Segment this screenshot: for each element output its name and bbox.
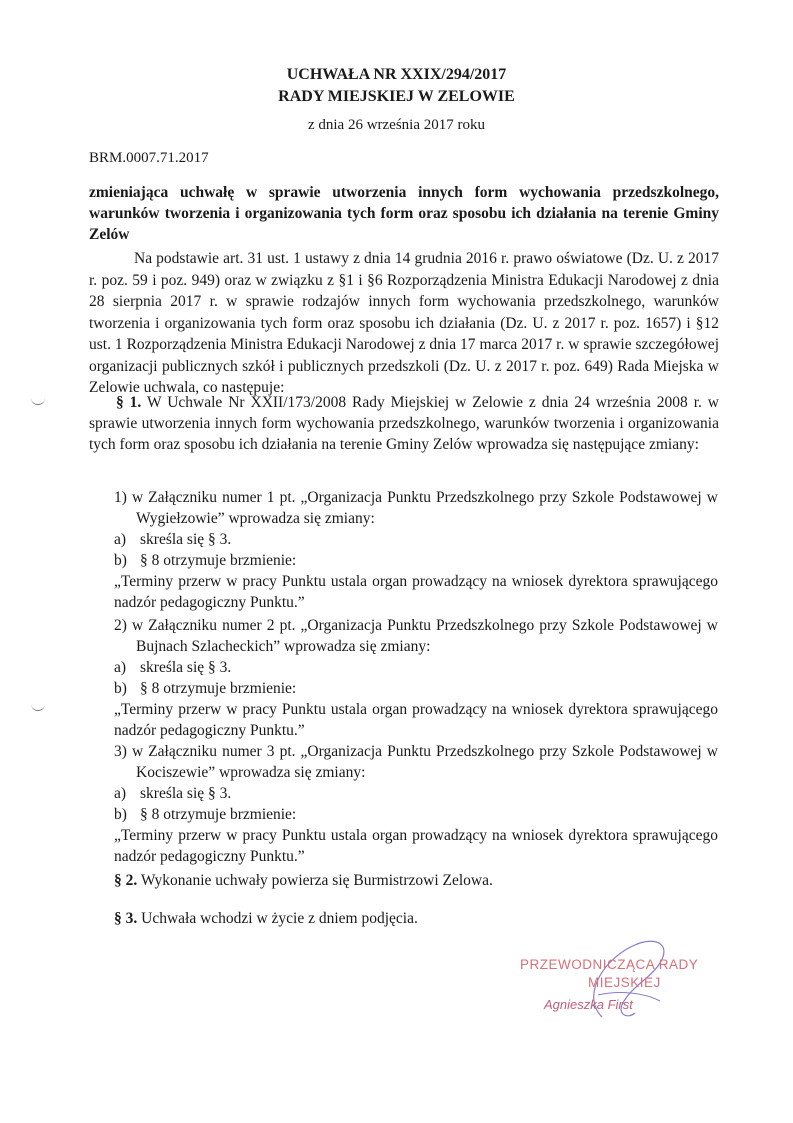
amendment-quote: „Terminy przerw w pracy Punktu ustala organ prowadzący na wniosek dyrektora sprawującego nadzór pedagogiczny Punktu.” xyxy=(114,827,718,865)
amendment-item-head: 3) w Załączniku numer 3 pt. „Organizacja Punktu Przedszkolnego przy Szkole Podstawowej w Kociszewie” wprowadza się zmiany: xyxy=(114,743,718,781)
stamp-signatory-name: Agnieszka First xyxy=(544,997,633,1012)
legal-basis-preamble: Na podstawie art. 31 ust. 1 ustawy z dnia 14 grudnia 2016 r. prawo oświatowe (Dz. U. z 2017 r. poz. 59 i poz. 949) oraz w związku z §1 i §6 Rozporządzenia Ministra Edukacji Narodowej z dnia 28 sierpnia 2017 r. w sprawie rodzajów innych form wychowania przedszkolnego, warunków tworzenia i organizowania tych form oraz sposobu ich działania (Dz. U. z 2017 r. poz. 1657) i §12 ust. 1 Rozporządzenia Ministra Edukacji Narodowej z dnia 17 marca 2017 r. w sprawie szczegółowej organizacji publicznych szkół i publicznych przedszkoli (Dz. U. z 2017 r. poz. 649) Rada Miejska w Zelowie uchwala, co następuje: xyxy=(89,250,719,396)
amendment-quote: „Terminy przerw w pracy Punktu ustala organ prowadzący na wniosek dyrektora sprawującego nadzór pedagogiczny Punktu.” xyxy=(114,701,718,739)
amendment-sub-b xyxy=(114,804,718,825)
section-2-label: § 2. xyxy=(114,872,138,889)
section-1-text: W Uchwale Nr XXII/173/2008 Rady Miejskiej w Zelowie z dnia 24 września 2008 r. w sprawie utworzenia innych form wychowania przedszkolnego, warunków tworzenia i organizowania tych form oraz sposobu ich działania na terenie Gminy Zelów wprowadza się następujące zmiany: xyxy=(89,394,719,453)
resolution-title: UCHWAŁA NR XXIX/294/2017 xyxy=(286,66,507,83)
stamp-title-line: PRZEWODNICZĄCA RADY xyxy=(520,957,699,972)
sub-text: skreśla się § 3. xyxy=(140,531,232,548)
sub-marker: b) xyxy=(114,806,127,823)
sub-marker: a) xyxy=(114,531,127,548)
section-3 xyxy=(114,910,418,928)
resolution-subject: zmieniająca uchwałę w sprawie utworzenia innych form wychowania przedszkolnego, warunków tworzenia i organizowania tych form oraz sposobu ich działania na terenie Gminy Zelów xyxy=(89,184,719,243)
sub-text: § 8 otrzymuje brzmienie: xyxy=(140,806,297,823)
margin-punch-mark xyxy=(31,396,45,405)
section-2 xyxy=(114,872,493,890)
amendment-sub-a xyxy=(114,657,718,678)
stamp-title-line: MIEJSKIEJ xyxy=(588,975,661,990)
section-3-text: Uchwała wchodzi w życie z dniem podjęcia. xyxy=(141,910,418,927)
amendment-sub-a xyxy=(114,783,718,804)
section-1-label: § 1. xyxy=(116,394,142,411)
margin-punch-mark xyxy=(31,702,45,711)
sub-text: skreśla się § 3. xyxy=(140,659,232,676)
amendment-item-head: 2) w Załączniku numer 2 pt. „Organizacja Punktu Przedszkolnego przy Szkole Podstawowej w Bujnach Szlacheckich” wprowadza się zmiany: xyxy=(114,617,718,655)
amendment-sub-b xyxy=(114,678,718,699)
amendment-item-1 xyxy=(114,487,718,613)
sub-marker: a) xyxy=(114,659,127,676)
amendment-sub-b xyxy=(114,550,718,571)
section-3-label: § 3. xyxy=(114,910,138,927)
section-2-text: Wykonanie uchwały powierza się Burmistrzowi Zelowa. xyxy=(140,872,493,889)
sub-text: § 8 otrzymuje brzmienie: xyxy=(140,680,297,697)
amendment-sub-a xyxy=(114,529,718,550)
sub-marker: b) xyxy=(114,552,127,569)
sub-marker: a) xyxy=(114,785,127,802)
council-name: RADY MIEJSKIEJ W ZELOWIE xyxy=(278,88,515,105)
amendment-quote: „Terminy przerw w pracy Punktu ustala organ prowadzący na wniosek dyrektora sprawującego nadzór pedagogiczny Punktu.” xyxy=(114,573,718,611)
sub-text: skreśla się § 3. xyxy=(140,785,232,802)
amendment-item-head: 1) w Załączniku numer 1 pt. „Organizacja Punktu Przedszkolnego przy Szkole Podstawowej w Wygiełzowie” wprowadza się zmiany: xyxy=(114,489,718,527)
resolution-date: z dnia 26 września 2017 roku xyxy=(307,117,486,133)
sub-text: § 8 otrzymuje brzmienie: xyxy=(140,552,297,569)
chairwoman-stamp xyxy=(510,935,710,1025)
section-1 xyxy=(89,392,719,455)
sub-marker: b) xyxy=(114,680,127,697)
reference-number: BRM.0007.71.2017 xyxy=(89,150,209,166)
amendment-item-2 xyxy=(114,615,718,741)
amendment-item-3 xyxy=(114,741,718,867)
